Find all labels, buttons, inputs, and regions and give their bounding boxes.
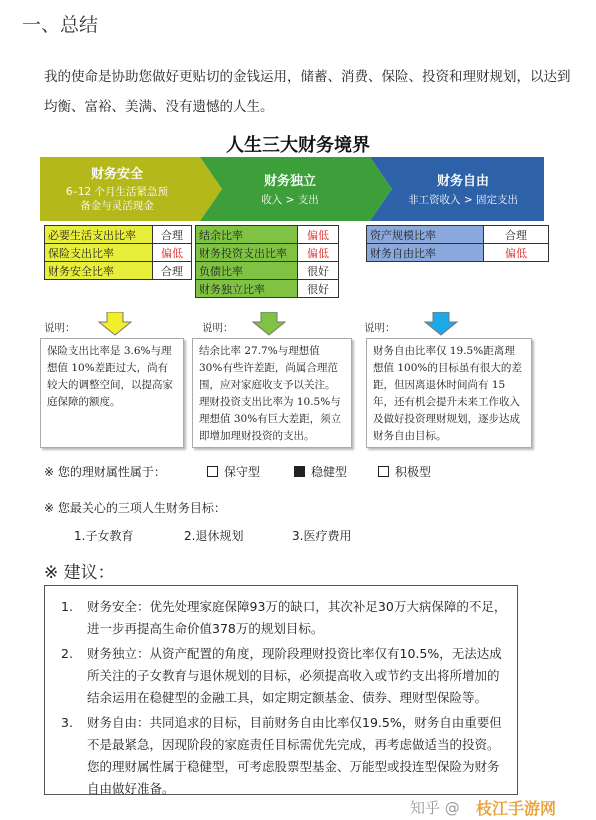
attribute-option-conservative <box>207 463 260 480</box>
ratio-row <box>196 226 339 244</box>
advice-number: 1. <box>61 599 73 614</box>
attribute-label: ※ 您的理财属性属于： <box>44 465 166 479</box>
chart-title: 人生三大财务境界 <box>226 135 370 156</box>
ratio-row <box>196 244 339 262</box>
note-freedom: 财务自由比率仅 19.5%距离理想值 100%的目标虽有很大的差距，但因离退休时间尚有 15 年，还有机会提升未来工作收入及做好投资理财规划，逐步达成财务自由目标。 <box>366 338 532 448</box>
stage-independence-title: 财务独立 <box>263 174 316 189</box>
stage-freedom-sub1: 非工资收入 > 固定支出 <box>408 194 518 206</box>
advice-title: ※ 建议： <box>44 563 115 583</box>
watermark-left: 知乎 @ <box>410 799 460 817</box>
checkbox-icon <box>294 466 305 477</box>
ratio-value: 偏低 <box>153 244 192 262</box>
section-title: 一、总结 <box>22 14 99 36</box>
stage-safety <box>42 163 192 227</box>
attribute-option-steady <box>294 463 347 480</box>
ratio-row <box>45 244 192 262</box>
advice-item <box>61 643 507 709</box>
option-label: 积极型 <box>395 465 432 479</box>
ratio-value: 偏低 <box>298 244 339 262</box>
ratio-value: 合理 <box>153 262 192 280</box>
option-label: 稳健型 <box>311 465 348 479</box>
ratio-name: 财务投资支出比率 <box>196 244 298 262</box>
advice-number: 3. <box>61 715 73 730</box>
advice-item <box>61 596 507 640</box>
down-arrow-icon <box>424 312 458 336</box>
ratio-row <box>367 244 549 262</box>
ratio-name: 必要生活支出比率 <box>45 226 153 244</box>
ratio-row <box>196 280 339 298</box>
ratio-row <box>367 226 549 244</box>
note-label: 说明： <box>202 322 234 334</box>
ratio-row <box>196 262 339 280</box>
note-independence: 结余比率 27.7%与理想值 30%有些许差距，尚属合理范围，应对家庭收支予以关注。理财投资支出比率为 10.5%与理想值 30%有巨大差距，须立即增加理财投资的支出。 <box>192 338 352 448</box>
advice-text: 财务安全：优先处理家庭保障93万的缺口，其次补足30万大病保障的不足，进一步再提高生命价值378万的规划目标。 <box>87 599 507 636</box>
safety-ratio-table <box>44 225 192 280</box>
ratio-name: 财务独立比率 <box>196 280 298 298</box>
ratio-value: 合理 <box>484 226 549 244</box>
intro-paragraph: 我的使命是协助您做好更贴切的金钱运用，储蓄、消费、保险、投资和理财规划，以达到均衡、富裕、美满、没有遗憾的人生。 <box>44 69 571 115</box>
advice-number: 2. <box>61 646 73 661</box>
ratio-value: 偏低 <box>298 226 339 244</box>
freedom-ratio-table <box>366 225 549 262</box>
ratio-name: 资产规模比率 <box>367 226 484 244</box>
checkbox-icon <box>378 466 389 477</box>
ratio-value: 很好 <box>298 262 339 280</box>
advice-box <box>44 585 518 795</box>
down-arrow-icon <box>98 312 132 336</box>
ratio-name: 负债比率 <box>196 262 298 280</box>
ratio-value: 合理 <box>153 226 192 244</box>
advice-item <box>61 712 507 800</box>
down-arrow-icon <box>252 312 286 336</box>
advice-text: 财务自由：共同追求的目标，目前财务自由比率仅19.5%，财务自由重要但不是最紧急，因现阶段的家庭责任目标需优先完成，再考虑做适当的投资。您的理财属性属于稳健型，可考虑股票型基金、万能型或投连型保险为财务自由做好准备。 <box>87 715 502 796</box>
note-safety: 保险支出比率是 3.6%与理想值 10%差距过大，尚有较大的调整空间，以提高家庭保障的额度。 <box>40 338 184 448</box>
ratio-value: 很好 <box>298 280 339 298</box>
note-label: 说明： <box>44 322 76 334</box>
ratio-name: 结余比率 <box>196 226 298 244</box>
ratio-name: 保险支出比率 <box>45 244 153 262</box>
stage-freedom-title: 财务自由 <box>436 174 489 189</box>
ratio-row <box>45 262 192 280</box>
watermark-logo: 枝江手游网 <box>476 799 557 818</box>
stage-safety-sub1: 6–12 个月生活紧急预 <box>65 186 169 198</box>
goal-item: 3.医疗费用 <box>292 529 352 543</box>
ratio-name: 财务安全比率 <box>45 262 153 280</box>
advice-text: 财务独立：从资产配置的角度，现阶段理财投资比率仅有10.5%，无法达成所关注的子女教育与退休规划的目标，必须提高收入或节约支出将所增加的结余运用在稳健型的金融工具，如定期定额基金、债券、理财型保险等。 <box>87 646 502 705</box>
ratio-value: 偏低 <box>484 244 549 262</box>
goal-item: 2.退休规划 <box>184 529 244 543</box>
ratio-row <box>45 226 192 244</box>
stage-independence-sub1: 收入 > 支出 <box>261 194 319 206</box>
note-label: 说明： <box>364 322 396 334</box>
goals-label: ※ 您最关心的三项人生财务目标： <box>44 501 226 515</box>
option-label: 保守型 <box>224 465 261 479</box>
attribute-option-aggressive <box>378 463 431 480</box>
independence-ratio-table <box>195 225 339 298</box>
stage-safety-title: 财务安全 <box>90 167 143 182</box>
stage-safety-sub2: 备金与灵活现金 <box>80 200 154 212</box>
checkbox-icon <box>207 466 218 477</box>
ratio-name: 财务自由比率 <box>367 244 484 262</box>
goal-item: 1.子女教育 <box>74 529 134 543</box>
